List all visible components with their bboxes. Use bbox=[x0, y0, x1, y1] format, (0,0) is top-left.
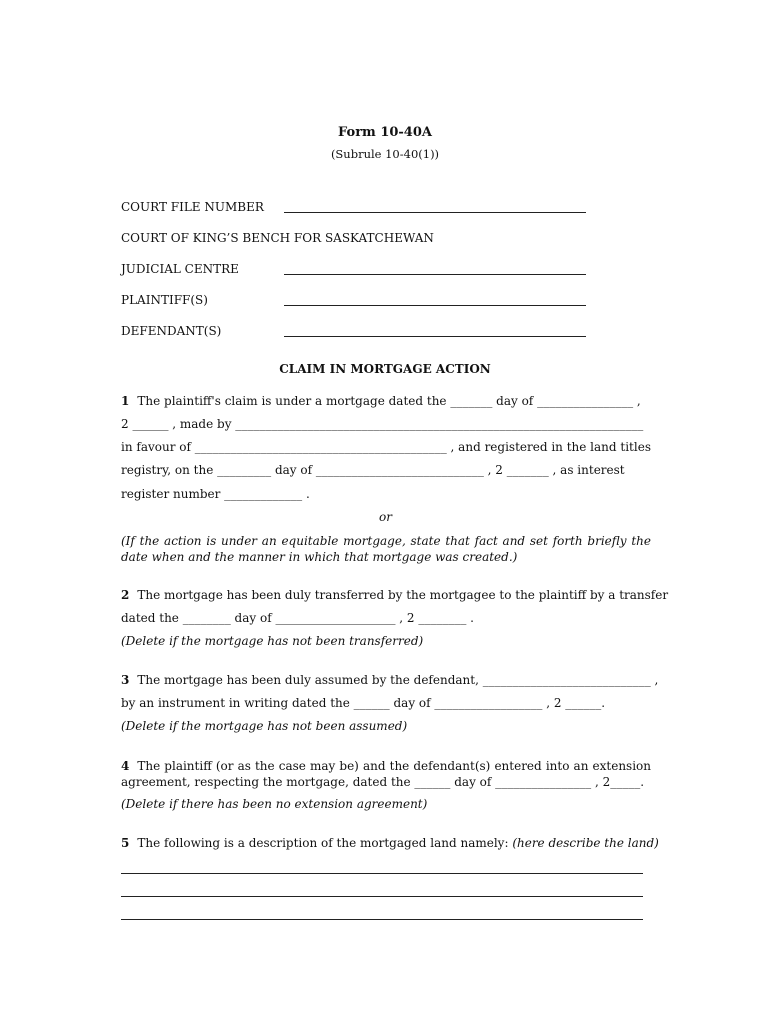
para1-number: 1 bbox=[121, 394, 130, 408]
court-file-number-label: COURT FILE NUMBER bbox=[121, 200, 264, 214]
para3-line2: by an instrument in writing dated the ______ day of __________________ , 2 ______. bbox=[121, 696, 606, 710]
para1-line1 bbox=[121, 394, 641, 408]
court-file-number-field[interactable] bbox=[284, 200, 586, 213]
para2-text-line1: The mortgage has been duly transferred by the mortgagee to the plaintiff by a transfer bbox=[137, 588, 669, 602]
land-description-line-3[interactable] bbox=[121, 919, 643, 920]
para5-body: The following is a description of the mortgaged land namely: bbox=[137, 836, 513, 850]
para5-italic: (here describe the land) bbox=[512, 836, 659, 850]
para4-note: (Delete if there has been no extension agreement) bbox=[121, 797, 428, 811]
para2-line1 bbox=[121, 588, 668, 602]
para5-line bbox=[121, 836, 659, 850]
claim-heading: CLAIM IN MORTGAGE ACTION bbox=[279, 362, 491, 376]
court-name: COURT OF KING’S BENCH FOR SASKATCHEWAN bbox=[121, 231, 434, 245]
para4-text bbox=[121, 758, 651, 790]
defendant-label: DEFENDANT(S) bbox=[121, 324, 222, 338]
form-subrule: (Subrule 10-40(1)) bbox=[330, 147, 440, 161]
plaintiff-field[interactable] bbox=[284, 293, 586, 306]
land-description-line-1[interactable] bbox=[121, 873, 643, 874]
defendant-field[interactable] bbox=[284, 324, 586, 337]
form-title: Form 10-40A bbox=[338, 125, 432, 140]
para1-line4: registry, on the _________ day of ____________________________ , 2 _______ , as interest bbox=[121, 463, 625, 477]
para1-line3: in favour of __________________________________________ , and registered in the land titles bbox=[121, 440, 651, 454]
para2-note: (Delete if the mortgage has not been transferred) bbox=[121, 634, 424, 648]
para4-number: 4 bbox=[121, 759, 130, 773]
para1-note: (If the action is under an equitable mortgage, state that fact and set forth briefly the date when and the manner in which that mortgage was created.) bbox=[121, 534, 651, 564]
para4-body: The plaintiff (or as the case may be) and the defendant(s) entered into an extension agreement, respecting the mortgage, dated the ______ day of ________________ , 2_____. bbox=[121, 759, 651, 789]
para5-number: 5 bbox=[121, 836, 130, 850]
judicial-centre-field[interactable] bbox=[284, 262, 586, 275]
para1-line5: register number _____________ . bbox=[121, 487, 310, 501]
para1-line2: 2 ______ , made by ____________________________________________________________________ bbox=[121, 417, 644, 431]
para1-text-line1: The plaintiff's claim is under a mortgage dated the _______ day of ________________ , bbox=[137, 394, 641, 408]
para3-note: (Delete if the mortgage has not been assumed) bbox=[121, 719, 408, 733]
para2-line2: dated the ________ day of ____________________ , 2 ________ . bbox=[121, 611, 474, 625]
plaintiff-label: PLAINTIFF(S) bbox=[121, 293, 208, 307]
para3-text-line1: The mortgage has been duly assumed by the defendant, ____________________________ , bbox=[137, 673, 659, 687]
land-description-line-2[interactable] bbox=[121, 896, 643, 897]
judicial-centre-label: JUDICIAL CENTRE bbox=[121, 262, 239, 276]
para2-number: 2 bbox=[121, 588, 130, 602]
para3-number: 3 bbox=[121, 673, 130, 687]
para1-or: or bbox=[379, 510, 392, 524]
para3-line1 bbox=[121, 673, 658, 687]
